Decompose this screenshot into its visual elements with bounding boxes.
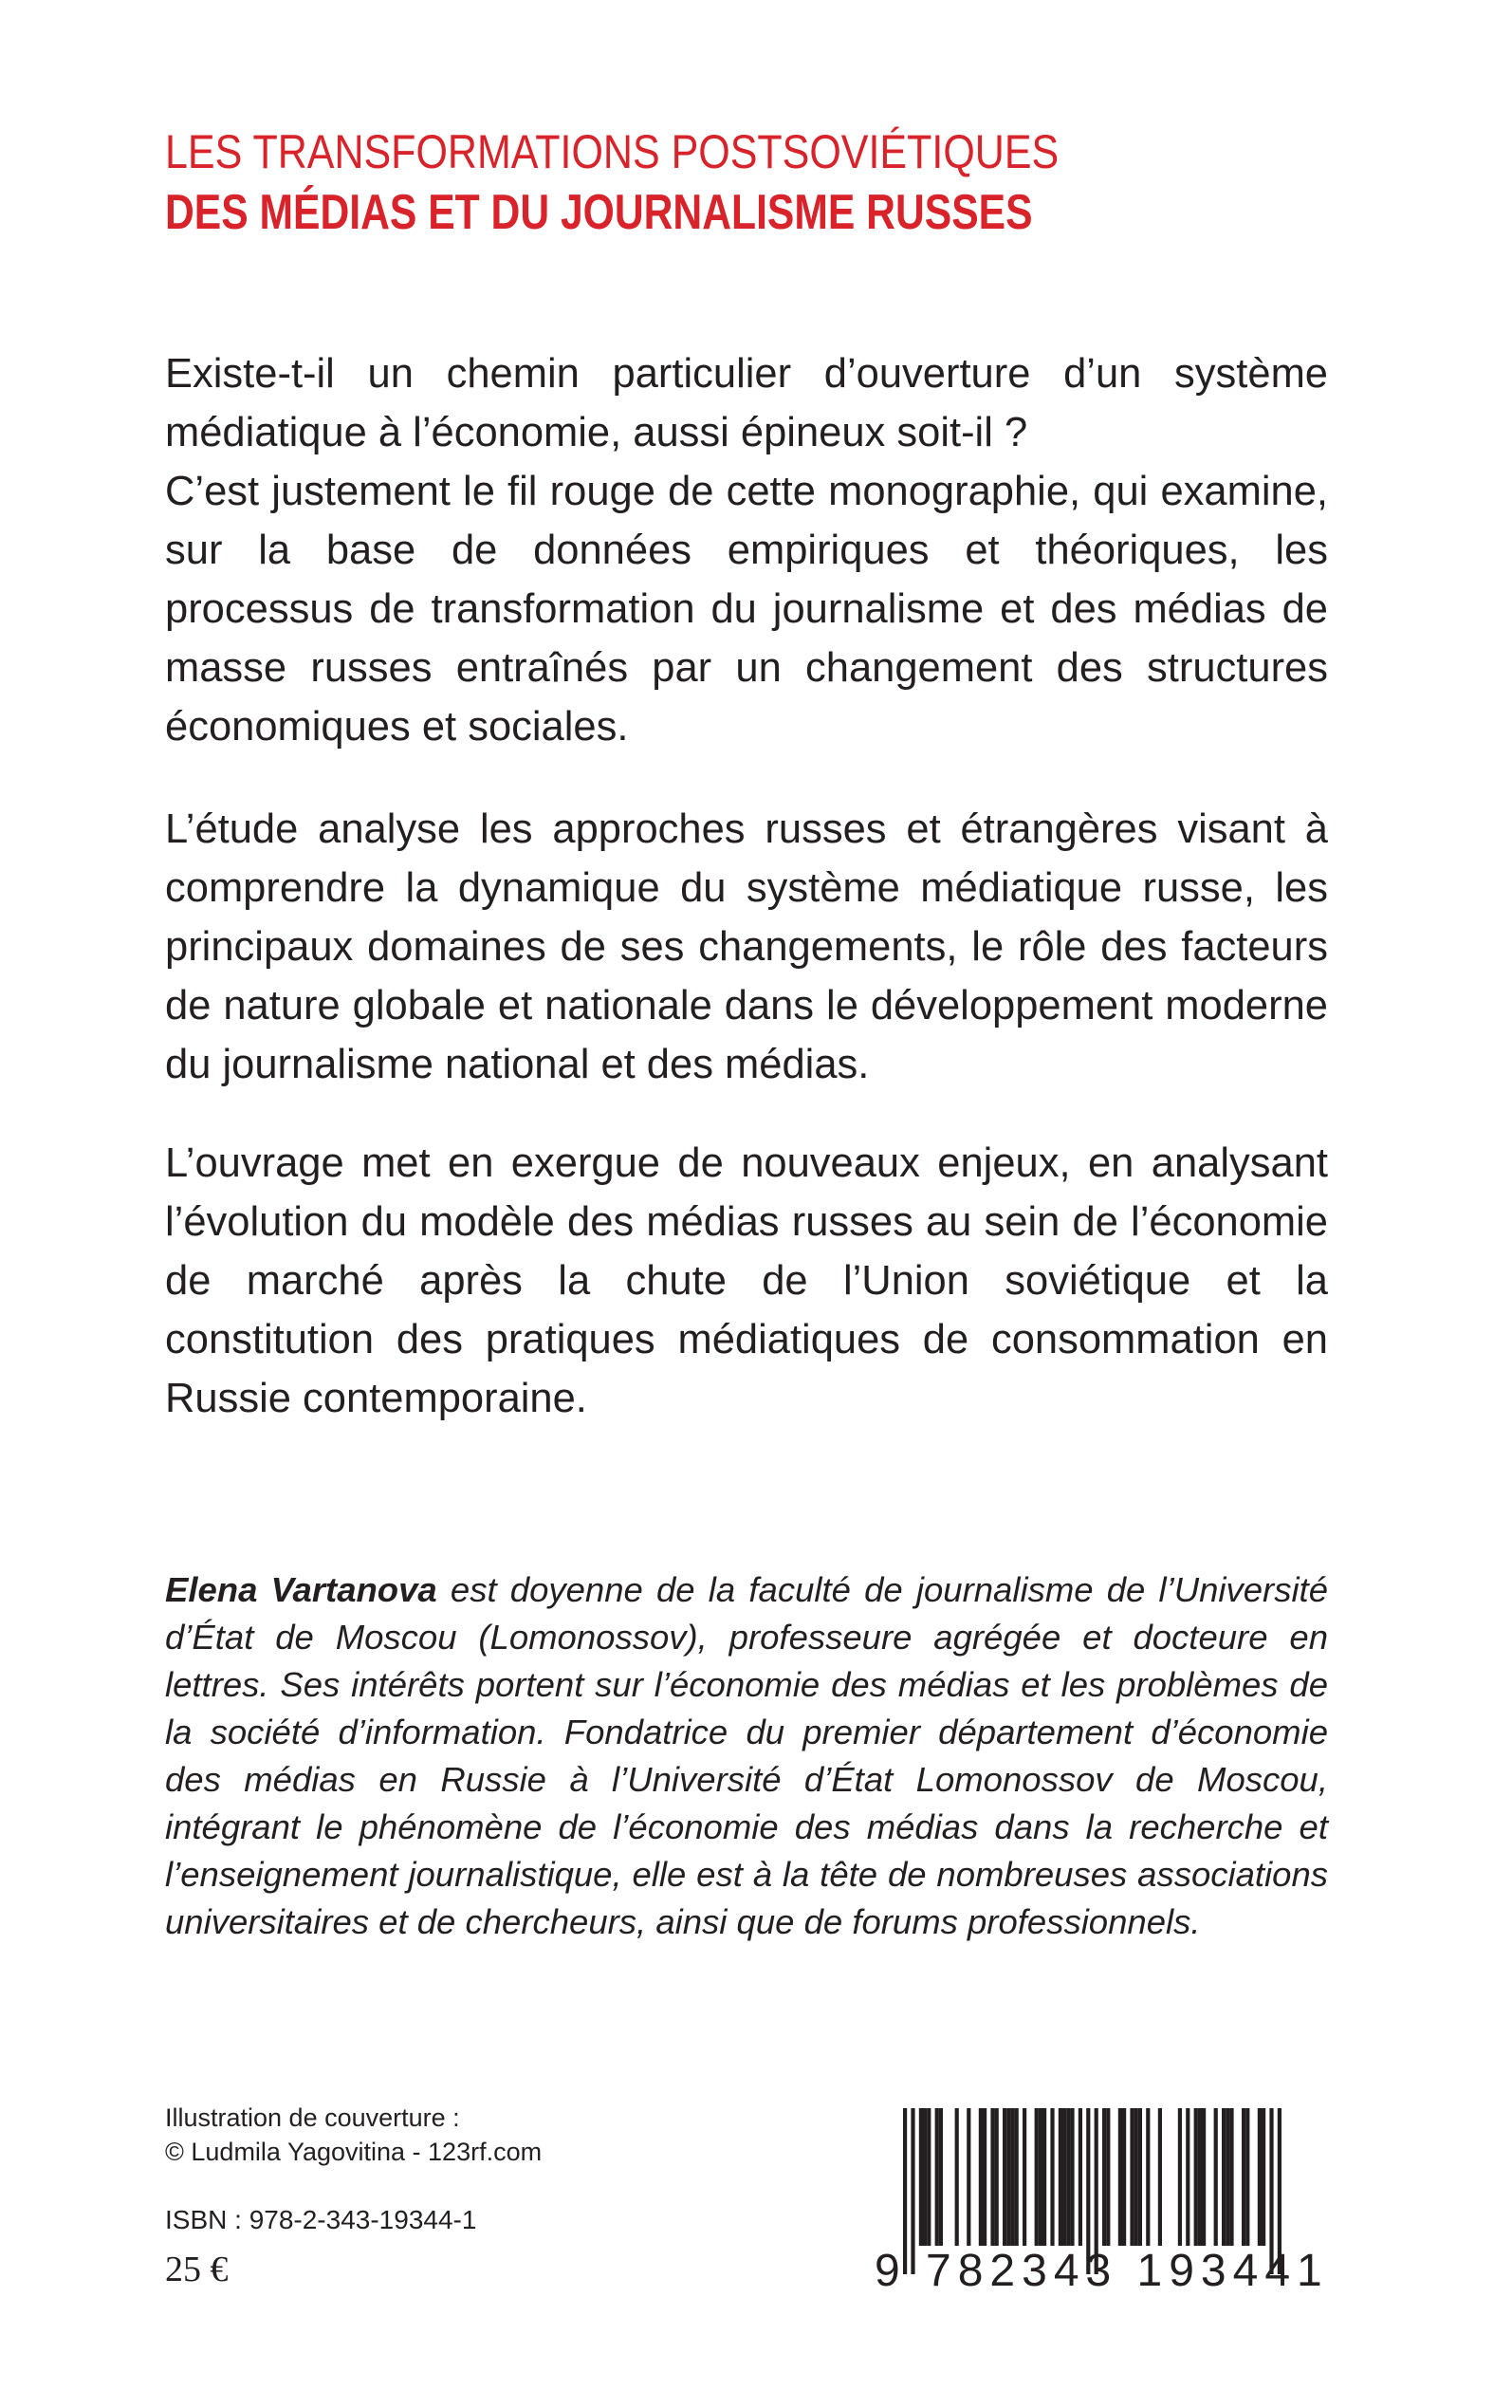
- barcode-bar: [983, 2108, 986, 2246]
- book-title: [165, 121, 1351, 243]
- barcode-bar: [1130, 2108, 1134, 2246]
- barcode-bar: [1194, 2108, 1198, 2246]
- barcode-bar: [1102, 2108, 1106, 2246]
- barcode-bar: [1242, 2108, 1245, 2246]
- barcode-bar: [1134, 2108, 1138, 2246]
- barcode-bar: [1023, 2108, 1026, 2246]
- barcode-bar: [1202, 2108, 1206, 2246]
- barcode-bar: [919, 2108, 923, 2246]
- barcode-bar: [939, 2108, 943, 2246]
- summary-paragraph-2: [165, 800, 1328, 1094]
- illustration-label: Illustration de couverture :: [165, 2103, 460, 2132]
- illustration-credit: © Ludmila Yagovitina - 123rf.com: [165, 2138, 543, 2166]
- barcode-bar: [1035, 2108, 1039, 2246]
- barcode-bar: [1003, 2108, 1006, 2246]
- title-line-2: DES MÉDIAS ET DU JOURNALISME RUSSES: [165, 185, 1033, 240]
- summary-paragraph-1-question: Existe-t-il un chemin particulier d’ouverture d’un système médiatique à l’économie, aussi épineux soit-il ?: [165, 351, 1328, 455]
- barcode-bar: [1006, 2108, 1010, 2246]
- barcode-bar: [927, 2108, 931, 2246]
- barcode-bar: [1229, 2108, 1233, 2246]
- barcode-bar: [1079, 2108, 1082, 2246]
- summary-paragraph-3-text: L’ouvrage met en exergue de nouveaux enjeux, en analysant l’évolution du modèle des médias russes au sein de l’économie de marché après la chute de l’Union soviétique et la constitution des pratiques médiatiques de consommation en Russie contemporaine.: [165, 1140, 1328, 1421]
- barcode-digits: 9 782343 193441: [875, 2246, 1329, 2296]
- barcode-bar: [1226, 2108, 1229, 2246]
- barcode-bar: [1178, 2108, 1182, 2246]
- barcode-bar: [1245, 2108, 1249, 2246]
- barcode-bar: [1070, 2108, 1074, 2246]
- barcode-bar: [1262, 2108, 1265, 2246]
- barcode-bar: [1010, 2108, 1014, 2246]
- barcode-bar: [1138, 2108, 1142, 2246]
- summary-paragraph-1: [165, 344, 1328, 756]
- barcode-bar: [1222, 2108, 1226, 2246]
- barcode-bar: [995, 2108, 999, 2246]
- barcode-bar: [1015, 2108, 1019, 2246]
- barcode-bar: [1158, 2108, 1162, 2246]
- author-bio-text: est doyenne de la faculté de journalisme de l’Université d’État de Moscou (Lomonossov), professeure agrégée et docteure en lettres. Ses intérêts portent sur l’économie des médias et les problèmes de la société d’information. Fondatrice du premier département d’économie des médias en Russie à l’Université d’État Lomonossov de Moscou, intégrant le phénomène de l’économie des médias dans la recherche et l’enseignement journalistique, elle est à la tête de nombreuses associations universitaires et de chercheurs, ainsi que de forums professionnels.: [165, 1570, 1328, 1941]
- barcode-bar: [1066, 2108, 1070, 2246]
- barcode-bar: [1146, 2108, 1150, 2246]
- barcode-bar: [1042, 2108, 1046, 2246]
- barcode-bar: [1062, 2108, 1066, 2246]
- author-bio: [165, 1566, 1328, 1946]
- summary-paragraph-2-text: L’étude analyse les approches russes et étrangères visant à comprendre la dynamique du système médiatique russe, les principaux domaines de ses changements, le rôle des facteurs de nature globale et nationale dans le développement moderne du journalisme national et des médias.: [165, 806, 1328, 1087]
- barcode-bar: [979, 2108, 983, 2246]
- barcode-bar: [1106, 2108, 1110, 2246]
- barcode-bar: [1122, 2108, 1126, 2246]
- illustration-credits: [165, 2101, 542, 2169]
- barcode-bar: [1258, 2108, 1262, 2246]
- author-name: Elena Vartanova: [165, 1570, 437, 1609]
- summary-paragraph-1-body: C’est justement le fil rouge de cette monographie, qui examine, sur la base de données empiriques et théoriques, les processus de transformation du journalisme et des médias de masse russes entraînés par un changement des structures économiques et sociales.: [165, 469, 1328, 750]
- barcode-bar: [955, 2108, 959, 2246]
- barcode-bar: [1118, 2108, 1122, 2246]
- barcode-bar: [1050, 2108, 1054, 2246]
- barcode-bar: [923, 2108, 927, 2246]
- barcode-bar: [1059, 2108, 1062, 2246]
- barcode-bar: [1214, 2108, 1218, 2246]
- barcode-bar: [1198, 2108, 1202, 2246]
- summary-paragraph-3: [165, 1134, 1328, 1428]
- isbn: ISBN : 978-2-343-19344-1: [165, 2205, 477, 2234]
- price: 25 €: [165, 2250, 229, 2289]
- barcode-bar: [935, 2108, 939, 2246]
- barcode-bar: [1186, 2108, 1189, 2246]
- barcode-bar: [990, 2108, 994, 2246]
- barcode-bar: [967, 2108, 970, 2246]
- title-line-1: LES TRANSFORMATIONS POSTSOVIÉTIQUES: [165, 125, 1060, 178]
- barcode-bar: [1039, 2108, 1042, 2246]
